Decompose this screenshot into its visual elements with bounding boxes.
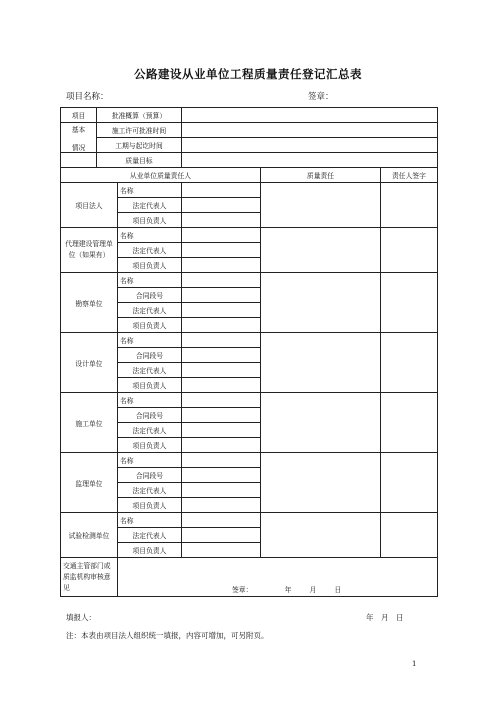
fill-date: 年 月 日: [366, 613, 404, 622]
field-value[interactable]: [182, 378, 261, 393]
review-month: 月: [309, 586, 317, 594]
signature-cell[interactable]: [381, 183, 438, 228]
field-label: 名称: [118, 333, 182, 348]
responsibility-cell[interactable]: [261, 453, 381, 513]
field-label: 法定代表人: [118, 243, 182, 258]
field-value[interactable]: [182, 423, 261, 438]
field-value[interactable]: [182, 228, 261, 243]
field-label: 名称: [118, 183, 182, 198]
field-label: 法定代表人: [118, 198, 182, 213]
basic-value-cell[interactable]: [182, 138, 438, 153]
field-label: 合同段号: [118, 468, 182, 483]
field-value[interactable]: [182, 363, 261, 378]
field-value[interactable]: [182, 243, 261, 258]
responsibility-cell[interactable]: [261, 513, 381, 558]
signature-cell[interactable]: [381, 453, 438, 513]
header-responsibility: 质量责任: [261, 168, 381, 183]
field-label: 项目负责人: [118, 213, 182, 228]
signature-cell[interactable]: [381, 273, 438, 333]
field-label: 法定代表人: [118, 528, 182, 543]
document-title: 公路建设从业单位工程质量责任登记汇总表: [134, 67, 362, 81]
basic-value-cell[interactable]: [182, 153, 438, 168]
field-value[interactable]: [182, 468, 261, 483]
field-label: 法定代表人: [118, 363, 182, 378]
field-label: 项目负责人: [118, 438, 182, 453]
header-signature: 责任人签字: [381, 168, 438, 183]
field-value[interactable]: [182, 288, 261, 303]
field-value[interactable]: [182, 408, 261, 423]
review-seal-label: 签章：: [232, 586, 253, 594]
basic-value-cell[interactable]: [182, 108, 438, 123]
field-label: 合同段号: [118, 408, 182, 423]
field-value[interactable]: [182, 393, 261, 408]
field-value[interactable]: [182, 258, 261, 273]
field-value[interactable]: [182, 543, 261, 558]
header-unit-person: 从业单位质量责任人: [61, 168, 261, 183]
field-label: 名称: [118, 453, 182, 468]
field-value[interactable]: [182, 273, 261, 288]
responsibility-cell[interactable]: [261, 228, 381, 273]
field-value[interactable]: [182, 498, 261, 513]
review-opinion-cell[interactable]: [118, 558, 438, 597]
field-label: 合同段号: [118, 348, 182, 363]
review-day: 日: [334, 586, 342, 594]
responsibility-cell[interactable]: [261, 333, 381, 393]
field-label: 项目负责人: [118, 258, 182, 273]
field-label: 名称: [118, 513, 182, 528]
field-value[interactable]: [182, 528, 261, 543]
signature-cell[interactable]: [381, 513, 438, 558]
responsibility-cell[interactable]: [261, 183, 381, 228]
field-value[interactable]: [182, 513, 261, 528]
unit-label: 项目法人: [61, 183, 118, 228]
field-value[interactable]: [182, 213, 261, 228]
field-label: 法定代表人: [118, 303, 182, 318]
field-value[interactable]: [182, 483, 261, 498]
registration-table: [60, 107, 438, 597]
field-label: 名称: [118, 228, 182, 243]
signature-cell[interactable]: [381, 228, 438, 273]
basic-row-label: 工期与起讫时间: [97, 138, 182, 153]
unit-label: 施工单位: [61, 393, 118, 453]
basic-value-cell[interactable]: [182, 123, 438, 138]
page-number: 1: [412, 660, 417, 668]
responsibility-cell[interactable]: [261, 393, 381, 453]
responsibility-cell[interactable]: [261, 273, 381, 333]
filler-label: 填报人：: [66, 613, 96, 622]
field-label: 项目负责人: [118, 378, 182, 393]
field-label: 合同段号: [118, 288, 182, 303]
field-value[interactable]: [182, 333, 261, 348]
signature-cell[interactable]: [381, 393, 438, 453]
field-value[interactable]: [182, 348, 261, 363]
field-value[interactable]: [182, 453, 261, 468]
field-label: 法定代表人: [118, 423, 182, 438]
unit-label: 试验检测单位: [61, 513, 118, 558]
basic-row-label: 质量目标: [97, 153, 182, 168]
basic-group-label: 基本 情况: [61, 123, 97, 153]
basic-row-label: 施工许可批准时间: [97, 123, 182, 138]
review-label: 交通主管部门或质监机构审核意见: [61, 558, 118, 597]
footnote: 注：本表由项目法人组织统一填报，内容可增加，可另附页。: [66, 631, 269, 640]
basic-row-label: 批准概算（预算）: [97, 108, 182, 123]
field-label: 项目负责人: [118, 318, 182, 333]
seal-label: 签章：: [308, 92, 334, 102]
field-label: 名称: [118, 273, 182, 288]
field-label: 项目负责人: [118, 498, 182, 513]
field-value[interactable]: [182, 438, 261, 453]
project-name-label: 项目名称：: [66, 92, 109, 102]
basic-group-spacer: [61, 153, 97, 168]
field-label: 法定代表人: [118, 483, 182, 498]
field-value[interactable]: [182, 303, 261, 318]
unit-label: 勘察单位: [61, 273, 118, 333]
unit-label: 代理建设管理单位（如果有）: [61, 228, 118, 273]
unit-label: 监理单位: [61, 453, 118, 513]
field-value[interactable]: [182, 183, 261, 198]
field-label: 名称: [118, 393, 182, 408]
field-value[interactable]: [182, 318, 261, 333]
review-year: 年: [284, 586, 292, 594]
signature-cell[interactable]: [381, 333, 438, 393]
field-label: 项目负责人: [118, 543, 182, 558]
unit-label: 设计单位: [61, 333, 118, 393]
basic-group-label: 项目: [61, 108, 97, 123]
field-value[interactable]: [182, 198, 261, 213]
